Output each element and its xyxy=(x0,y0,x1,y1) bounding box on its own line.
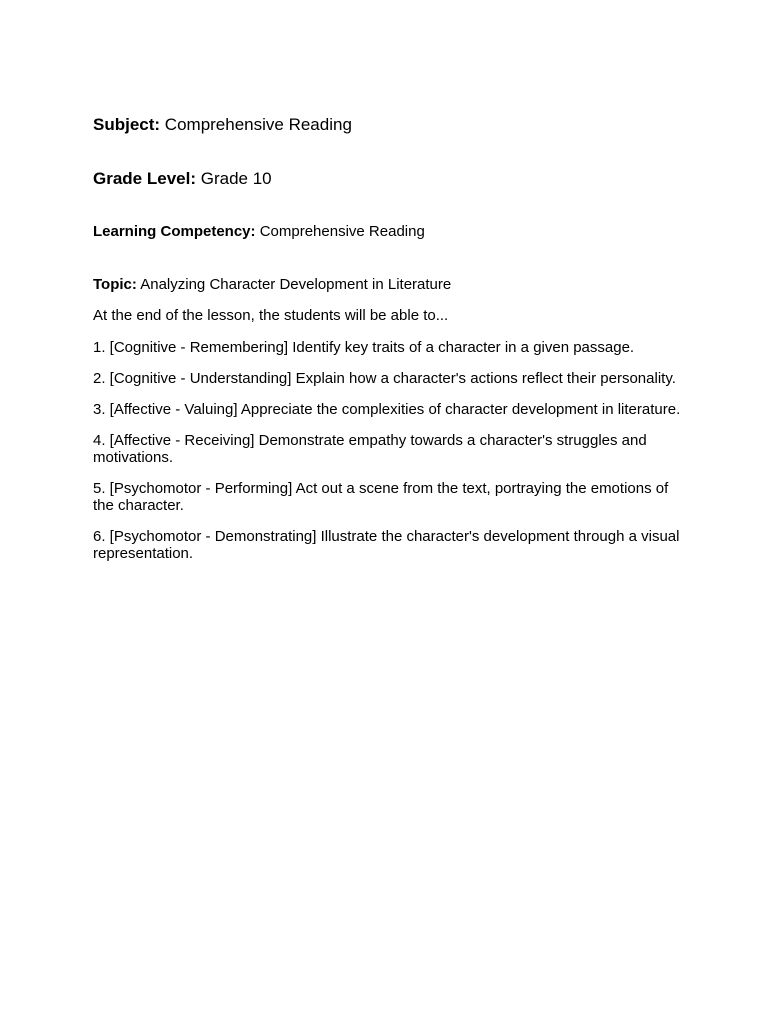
topic-value: Analyzing Character Development in Literature xyxy=(140,276,452,293)
objectives-list xyxy=(93,339,683,576)
objective-item: 2. [Cognitive - Understanding] Explain how a character's actions reflect their personality. xyxy=(93,370,676,387)
topic-label: Topic: xyxy=(93,276,137,293)
objective-item: 5. [Psychomotor - Performing] Act out a scene from the text, portraying the emotions of the character. xyxy=(93,480,669,514)
objective-item: 4. [Affective - Receiving] Demonstrate empathy towards a character's struggles and motivations. xyxy=(93,432,647,466)
objectives-intro: At the end of the lesson, the students will be able to... xyxy=(93,307,449,324)
grade-level-label: Grade Level: xyxy=(93,169,196,188)
objective-item: 6. [Psychomotor - Demonstrating] Illustrate the character's development through a visual representation. xyxy=(93,528,680,562)
grade-level-value: Grade 10 xyxy=(200,169,272,188)
topic-field xyxy=(93,276,451,294)
learning-competency-label: Learning Competency: xyxy=(93,223,256,240)
objective-item: 1. [Cognitive - Remembering] Identify key traits of a character in a given passage. xyxy=(93,339,635,356)
subject-value: Comprehensive Reading xyxy=(164,115,352,134)
subject-label: Subject: xyxy=(93,115,161,134)
learning-competency-value: Comprehensive Reading xyxy=(259,223,425,240)
learning-competency-field xyxy=(93,223,425,241)
subject-field xyxy=(93,115,352,135)
objective-item: 3. [Affective - Valuing] Appreciate the complexities of character development in literature. xyxy=(93,401,681,418)
grade-level-field xyxy=(93,169,272,189)
